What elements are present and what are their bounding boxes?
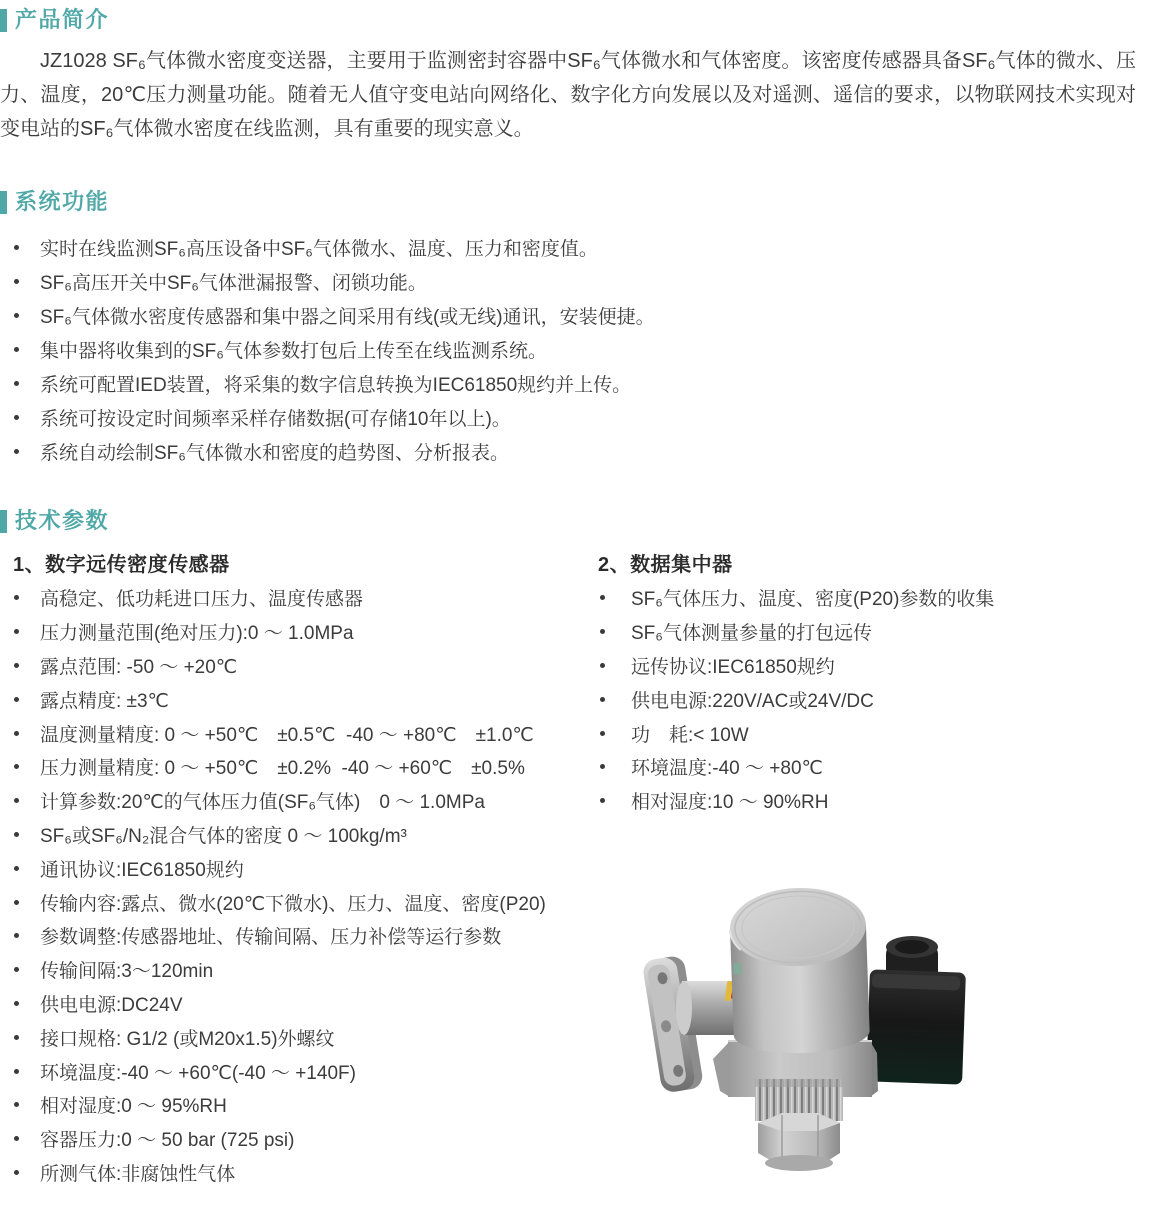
list-item: [0, 885, 598, 919]
bullet-icon: [14, 347, 19, 352]
list-item-text: 压力测量精度: 0 ～ +50℃ ±0.2% -40 ～ +60℃ ±0.5%: [40, 758, 525, 780]
bullet-icon: [600, 595, 605, 600]
list-item-text: 所测气体:非腐蚀性气体: [40, 1163, 236, 1185]
cable-connector: [866, 936, 966, 1085]
bullet-icon: [14, 449, 19, 454]
list-item: [0, 987, 598, 1021]
bullet-icon: [14, 866, 19, 871]
bullet-icon: [14, 832, 19, 837]
list-item-text: 接口规格: G1/2 (或M20x1.5)外螺纹: [40, 1028, 335, 1050]
list-item: [0, 230, 1150, 264]
bullet-icon: [14, 415, 19, 420]
bullet-icon: [14, 313, 19, 318]
bullet-icon: [14, 731, 19, 736]
list-item: [0, 784, 598, 818]
list-item: [0, 716, 598, 750]
list-item: [0, 434, 1150, 468]
list-item: [598, 716, 1150, 750]
intro-paragraph: JZ1028 SF₆气体微水密度变送器，主要用于监测密封容器中SF₆气体微水和气体密度。该密度传感器具备SF₆气体的微水、压力、温度，20℃压力测量功能。随着无人值守变电站向网络化、数字化方向发展以及对遥测、遥信的要求，以物联网技术实现对变电站的SF₆气体微水密度在线监测，具有重要的现实意义。: [0, 50, 1136, 140]
list-item-text: 环境温度:-40 ～ +80℃: [631, 758, 823, 780]
list-item-text: 环境温度:-40 ～ +60℃(-40 ～ +140F): [40, 1062, 356, 1084]
bullet-icon: [600, 663, 605, 668]
density-transmitter-illustration: [640, 865, 980, 1175]
list-item: [0, 953, 598, 987]
bullet-icon: [14, 595, 19, 600]
bullet-icon: [14, 663, 19, 668]
list-item-text: 系统自动绘制SF₆气体微水和密度的趋势图、分析报表。: [40, 442, 509, 464]
list-item-text: SF₆或SF₆/N₂混合气体的密度 0 ～ 100kg/m³: [40, 825, 407, 847]
list-item: [0, 1156, 598, 1190]
bullet-icon: [14, 1069, 19, 1074]
bullet-icon: [14, 697, 19, 702]
list-item-text: 集中器将收集到的SF₆气体参数打包后上传至在线监测系统。: [40, 340, 547, 362]
list-item-text: 高稳定、低功耗进口压力、温度传感器: [40, 589, 364, 611]
hex-nut: [758, 1113, 840, 1171]
list-item-text: 供电电源:DC24V: [40, 994, 183, 1016]
list-item-text: 系统可按设定时间频率采样存储数据(可存储10年以上)。: [40, 408, 511, 430]
list-item-text: SF₆气体微水密度传感器和集中器之间采用有线(或无线)通讯，安装便捷。: [40, 306, 655, 328]
list-item: [0, 298, 1150, 332]
list-item-text: 远传协议:IEC61850规约: [631, 656, 835, 678]
list-item: [0, 649, 598, 683]
bullet-icon: [14, 1136, 19, 1141]
list-item: [0, 615, 598, 649]
list-item: [0, 1088, 598, 1122]
list-item-text: SF₆气体测量参量的打包远传: [631, 623, 872, 645]
list-item-text: 相对湿度:10 ～ 90%RH: [631, 792, 829, 814]
list-item-text: 露点范围: -50 ～ +20℃: [40, 656, 238, 678]
section-header-intro: [0, 8, 1150, 32]
bullet-icon: [14, 764, 19, 769]
list-item-text: 传输间隔:3～120min: [40, 961, 214, 983]
list-item: [598, 615, 1150, 649]
list-item: [0, 264, 1150, 298]
sensor-spec-column: [0, 553, 598, 1189]
list-item-text: 功 耗:< 10W: [631, 724, 749, 746]
list-item: [0, 1020, 598, 1054]
list-item: [0, 366, 1150, 400]
list-item: [0, 818, 598, 852]
list-item: [0, 750, 598, 784]
list-item: [598, 750, 1150, 784]
bullet-icon: [14, 1035, 19, 1040]
section-title-intro: 产品简介: [15, 7, 110, 32]
bullet-icon: [14, 967, 19, 972]
list-item: [0, 400, 1150, 434]
list-item: [598, 784, 1150, 818]
list-item-text: 压力测量范围(绝对压力):0 ～ 1.0MPa: [40, 623, 354, 645]
bullet-icon: [600, 764, 605, 769]
list-item: [598, 581, 1150, 615]
list-item-text: 实时在线监测SF₆高压设备中SF₆气体微水、温度、压力和密度值。: [40, 238, 598, 260]
specs-columns: [0, 553, 1150, 1189]
sensor-spec-title: 1、数字远传密度传感器: [13, 554, 230, 576]
list-item-text: 系统可配置IED装置，将采集的数字信息转换为IEC61850规约并上传。: [40, 374, 632, 396]
list-item: [598, 682, 1150, 716]
list-item: [0, 332, 1150, 366]
label-dot: [733, 963, 741, 974]
bullet-icon: [14, 798, 19, 803]
list-item-text: 传输内容:露点、微水(20℃下微水)、压力、温度、密度(P20): [40, 893, 546, 915]
product-photo: [640, 865, 980, 1175]
bullet-icon: [14, 381, 19, 386]
list-item-text: 通讯协议:IEC61850规约: [40, 859, 244, 881]
bullet-icon: [14, 279, 19, 284]
section-title-functions: 系统功能: [15, 189, 110, 214]
list-item-text: 参数调整:传感器地址、传输间隔、压力补偿等运行参数: [40, 927, 502, 949]
bullet-icon: [14, 1001, 19, 1006]
section-title-specs: 技术参数: [15, 508, 110, 533]
bullet-icon: [600, 697, 605, 702]
accent-bar-icon: [0, 191, 7, 214]
accent-bar-icon: [0, 510, 7, 533]
main-cylinder: [729, 885, 871, 1055]
list-item: [0, 1054, 598, 1088]
accent-bar-icon: [0, 9, 7, 32]
list-item-text: SF₆气体压力、温度、密度(P20)参数的收集: [631, 589, 995, 611]
list-item: [0, 851, 598, 885]
list-item: [0, 581, 598, 615]
bullet-icon: [600, 629, 605, 634]
bullet-icon: [14, 933, 19, 938]
bullet-icon: [14, 245, 19, 250]
function-list: [0, 230, 1150, 468]
concentrator-spec-title: 2、数据集中器: [598, 554, 733, 576]
section-header-specs: [0, 509, 1150, 533]
bullet-icon: [14, 1170, 19, 1175]
section-header-functions: [0, 190, 1150, 214]
bullet-icon: [600, 798, 605, 803]
bullet-icon: [14, 900, 19, 905]
list-item: [598, 649, 1150, 683]
bullet-icon: [600, 731, 605, 736]
list-item-text: 计算参数:20℃的气体压力值(SF₆气体) 0 ～ 1.0MPa: [40, 792, 485, 814]
concentrator-spec-column: [598, 553, 1150, 1189]
bullet-icon: [14, 629, 19, 634]
list-item-text: 温度测量精度: 0 ～ +50℃ ±0.5℃ -40 ～ +80℃ ±1.0℃: [40, 724, 534, 746]
list-item-text: SF₆高压开关中SF₆气体泄漏报警、闭锁功能。: [40, 272, 427, 294]
bullet-icon: [14, 1102, 19, 1107]
list-item-text: 供电电源:220V/AC或24V/DC: [631, 690, 874, 712]
list-item: [0, 1122, 598, 1156]
list-item: [0, 919, 598, 953]
list-item-text: 露点精度: ±3℃: [40, 690, 169, 712]
list-item-text: 容器压力:0 ～ 50 bar (725 psi): [40, 1130, 295, 1152]
concentrator-spec-list: [598, 581, 1150, 818]
sensor-spec-list: [0, 581, 598, 1189]
list-item-text: 相对湿度:0 ～ 95%RH: [40, 1096, 227, 1118]
list-item: [0, 682, 598, 716]
